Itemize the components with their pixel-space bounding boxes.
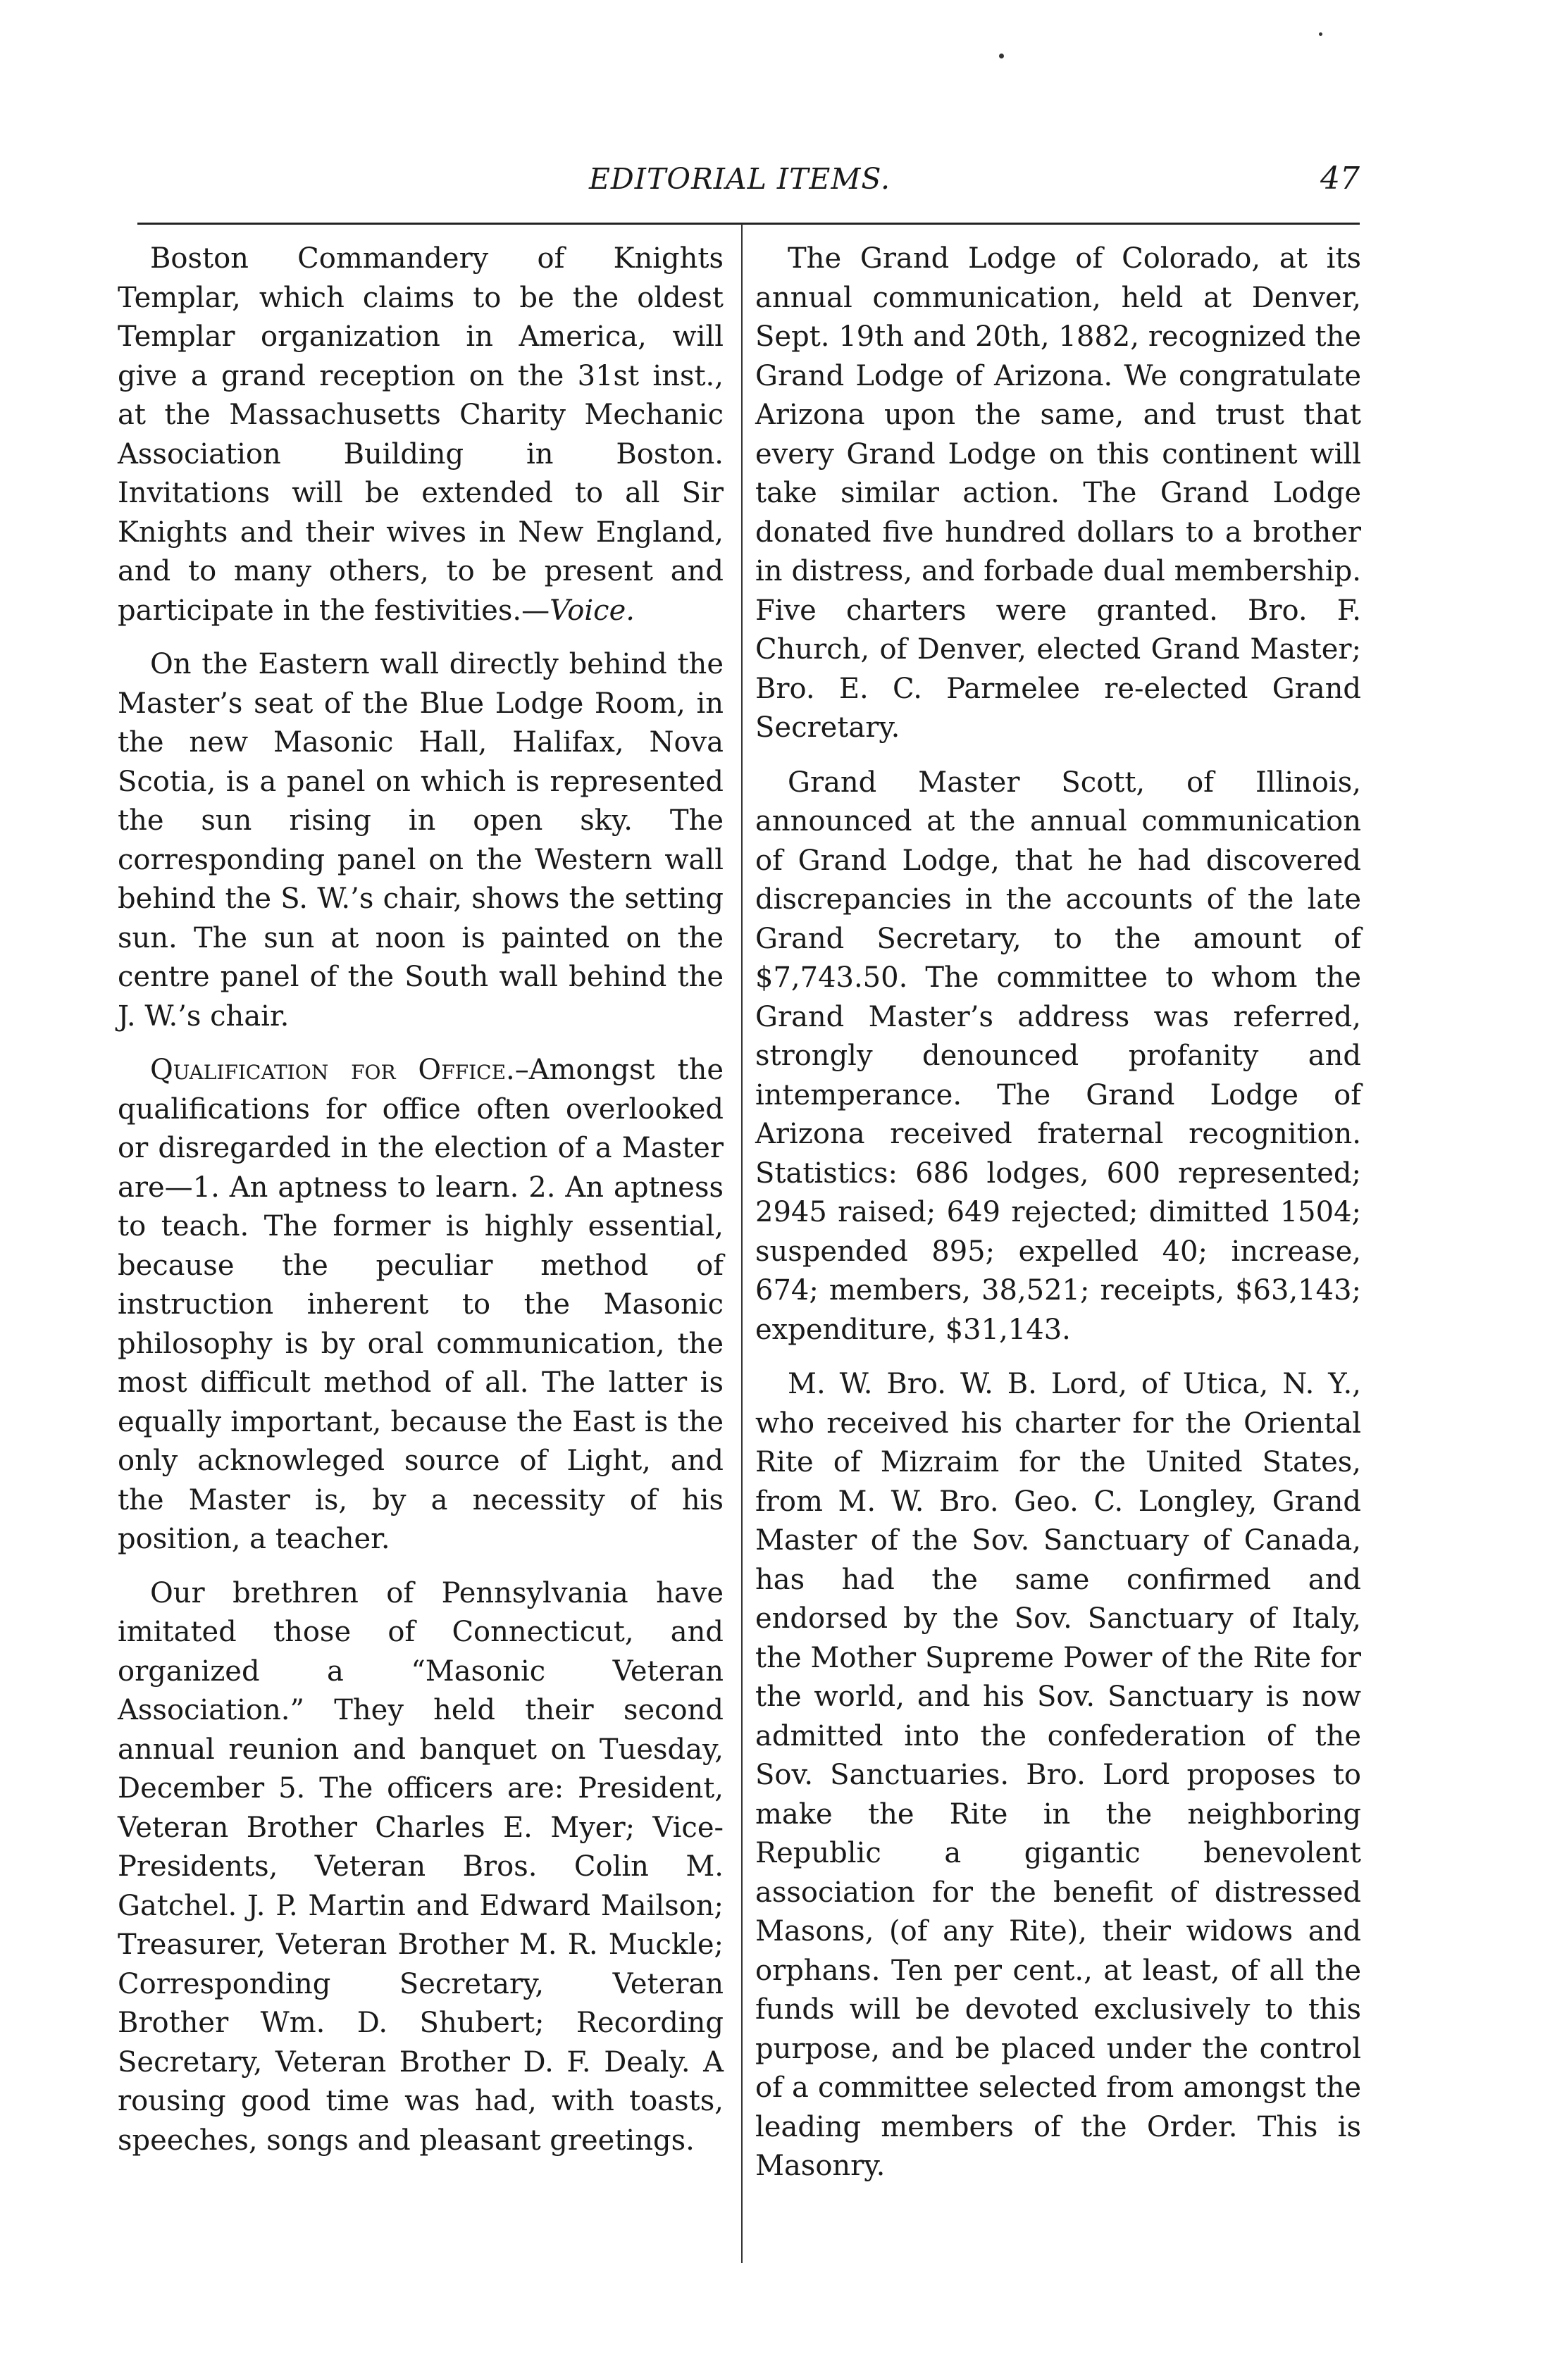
paragraph-qualification-for-office xyxy=(118,1051,724,1559)
column-divider xyxy=(741,224,743,2263)
running-title: EDITORIAL ITEMS. xyxy=(588,162,891,196)
page-number: 47 xyxy=(1320,161,1360,197)
paragraph-boston-commandery xyxy=(118,239,724,630)
paragraph-pennsylvania-veterans: Our brethren of Pennsylvania have imitated those of Connecticut, and organized a “Masonic Veteran Association.” They held their second annual reunion and banquet on Tuesday, December 5. The officers are: President, Veteran Brother Charles E. Myer; Vice-Presidents, Veteran Bros. Colin M. Gatchel. J. P. Martin and Edward Mailson; Treasurer, Veteran Brother M. R. Muckle; Corresponding Secretary, Veteran Brother Wm. D. Shubert; Recording Secretary, Veteran Brother D. F. Dealy. A rousing good time was had, with toasts, speeches, songs and pleasant greetings. xyxy=(118,1576,724,2157)
paragraph-text: Boston Commandery of Knights Templar, which claims to be the oldest Templar organization in America, will give a grand reception on the 31st inst., at the Massachusetts Charity Mechanic Association Building in Boston. Invitations will be extended to all Sir Knights and their wives in New England, and to many others, to be present and participate in the festivities.— xyxy=(118,242,724,627)
right-column xyxy=(755,239,1361,2202)
print-speck xyxy=(999,54,1004,58)
source-credit: Voice. xyxy=(550,594,635,627)
paragraph-illinois-grand-master: Grand Master Scott, of Illinois, announced at the annual communication of Grand Lodge, that he had discovered discrepancies in the accounts of the late Grand Secretary, to the amount of $7,743.50. The committee to whom the Grand Master’s address was referred, strongly denounced profanity and intemperance. The Grand Lodge of Arizona received fraternal recognition. Statistics: 686 lodges, 600 represented; 2945 raised; 649 rejected; dimitted 1504; suspended 895; expelled 40; increase, 674; members, 38,521; receipts, $63,143; expenditure, $31,143. xyxy=(755,766,1361,1346)
page-header xyxy=(113,156,1367,199)
paragraph-colorado-grand-lodge: The Grand Lodge of Colorado, at its annual communication, held at Denver, Sept. 19th and 20th, 1882, recognized the Grand Lodge of Arizona. We congratulate Arizona upon the same, and trust that every Grand Lodge on this continent will take similar action. The Grand Lodge donated five hundred dollars to a brother in distress, and forbade dual membership. Five charters were granted. Bro. F. Church, of Denver, elected Grand Master; Bro. E. C. Parmelee re-elected Grand Secretary. xyxy=(755,242,1361,744)
paragraph-heading: Qualification for Office. xyxy=(150,1054,515,1086)
paragraph-halifax-panels: On the Eastern wall directly behind the Master’s seat of the Blue Lodge Room, in the new Masonic Hall, Halifax, Nova Scotia, is a panel on which is represented the sun rising in open sky. The corresponding panel on the Western wall behind the S. W.’s chair, shows the setting sun. The sun at noon is painted on the centre panel of the South wall behind the J. W.’s chair. xyxy=(118,648,724,1033)
paragraph-rite-of-mizraim: M. W. Bro. W. B. Lord, of Utica, N. Y., who received his charter for the Oriental Rite of Mizraim for the United States, from M. W. Bro. Geo. C. Longley, Grand Master of the Sov. Sanctuary of Canada, has had the same confirmed and endorsed by the Sov. Sanctuary of Italy, the Mother Supreme Power of the Rite for the world, and his Sov. Sanctuary is now admitted into the confederation of the Sov. Sanctuaries. Bro. Lord proposes to make the Rite in the neighboring Republic a gigantic benevolent association for the benefit of distressed Masons, (of any Rite), their widows and orphans. Ten per cent., at least, of all the funds will be devoted exclusively to this purpose, and be placed under the control of a committee selected from amongst the leading members of the Order. This is Masonry. xyxy=(755,1368,1361,2182)
paragraph-text: –Amongst the qualifications for office often overlooked or disregarded in the election of a Master are—1. An aptness to learn. 2. An aptness to teach. The former is highly essential, because the peculiar method of instruction inherent to the Masonic philosophy is by oral communication, the most difficult method of all. The latter is equally important, because the East is the only acknowleged source of Light, and the Master is, by a necessity of his position, a teacher. xyxy=(118,1054,724,1555)
header-rule xyxy=(137,223,1360,225)
print-speck xyxy=(1319,32,1322,36)
left-column xyxy=(118,239,724,2175)
